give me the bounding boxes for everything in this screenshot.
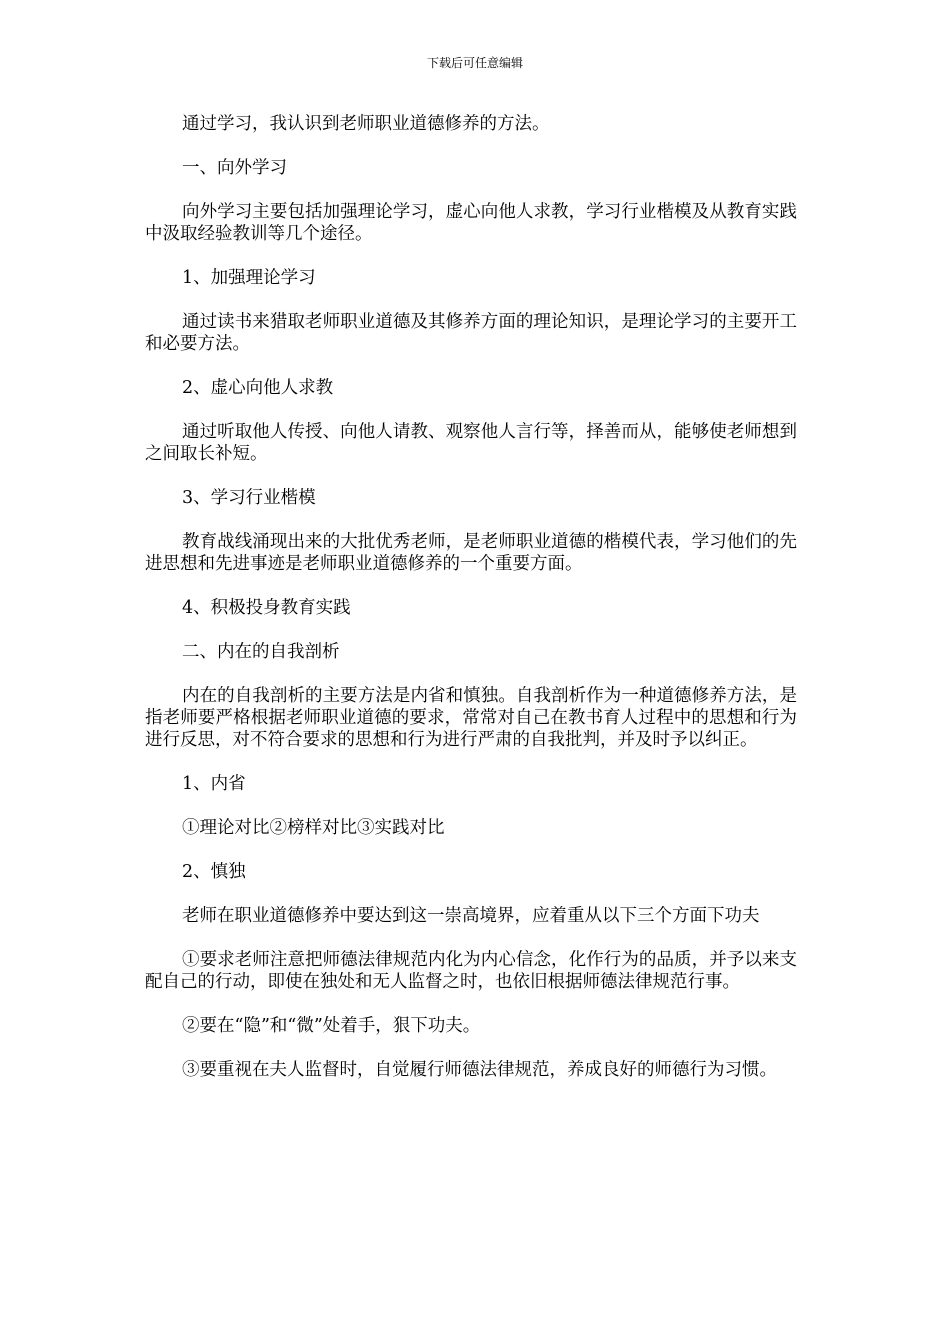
page-header: 下载后可任意编辑	[426, 56, 523, 70]
subheading-1-3: 3、学习行业楷模	[182, 488, 316, 508]
paragraph-1-2: 通过听取他人传授、向他人请教、观察他人言行等，择善而从，能够使老师想到之间取长补短。	[145, 422, 797, 464]
paragraph-section-2: 内在的自我剖析的主要方法是内省和慎独。自我剖析作为一种道德修养方法，是指老师要严格根据老师职业道德的要求，常常对自己在教书育人过程中的思想和行为进行反思，对不符合要求的思想和行为进行严肃的自我批判，并及时予以纠正。	[145, 686, 797, 750]
subheading-2-1: 1、内省	[182, 774, 246, 794]
paragraph-2-2: 老师在职业道德修养中要达到这一崇高境界，应着重从以下三个方面下功夫	[182, 906, 760, 926]
paragraph-section-1: 向外学习主要包括加强理论学习，虚心向他人求教，学习行业楷模及从教育实践中汲取经验教训等几个途径。	[145, 202, 797, 244]
paragraph-2-1: ①理论对比②榜样对比③实践对比	[182, 818, 445, 838]
paragraph-1-1: 通过读书来猎取老师职业道德及其修养方面的理论知识，是理论学习的主要开工和必要方法。	[145, 312, 797, 354]
paragraph-intro: 通过学习，我认识到老师职业道德修养的方法。	[182, 114, 550, 134]
paragraph-2-2-item-3: ③要重视在夫人监督时，自觉履行师德法律规范，养成良好的师德行为习惯。	[182, 1060, 777, 1080]
paragraph-2-2-item-1: ①要求老师注意把师德法律规范内化为内心信念，化作行为的品质，并予以来支配自己的行动，即使在独处和无人监督之时，也依旧根据师德法律规范行事。	[145, 950, 797, 992]
paragraph-1-3: 教育战线涌现出来的大批优秀老师，是老师职业道德的楷模代表，学习他们的先进思想和先进事迹是老师职业道德修养的一个重要方面。	[145, 532, 797, 574]
subheading-1-4: 4、积极投身教育实践	[182, 598, 351, 618]
paragraph-2-2-item-2: ②要在“隐”和“微”处着手，狠下功夫。	[182, 1016, 481, 1036]
document-body	[145, 113, 797, 1103]
heading-section-2: 二、内在的自我剖析	[182, 642, 340, 662]
heading-section-1: 一、向外学习	[182, 158, 287, 178]
subheading-1-1: 1、加强理论学习	[182, 268, 316, 288]
subheading-1-2: 2、虚心向他人求教	[182, 378, 334, 398]
subheading-2-2: 2、慎独	[182, 862, 246, 882]
